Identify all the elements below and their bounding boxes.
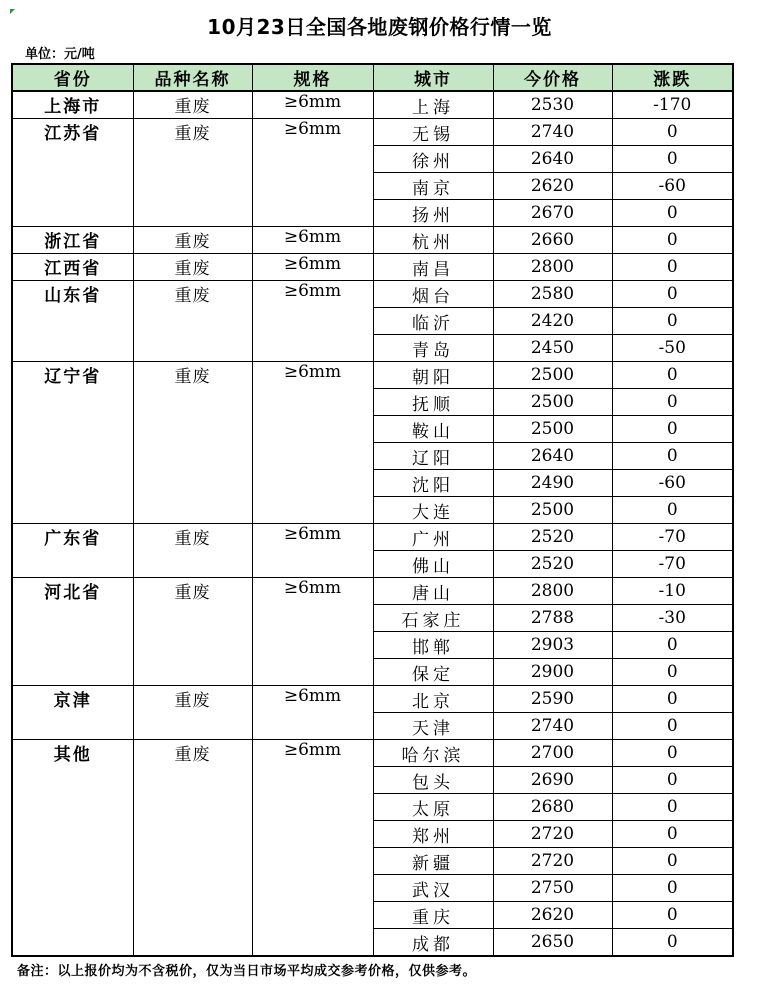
change-cell: 0 xyxy=(612,416,733,443)
footnote: 备注：以上报价均为不含税价，仅为当日市场平均成交参考价格，仅供参考。 xyxy=(17,964,477,979)
price-cell: 2490 xyxy=(493,470,612,497)
city-cell: 扬州 xyxy=(373,200,493,227)
change-cell: 0 xyxy=(612,443,733,470)
price-cell: 2620 xyxy=(493,902,612,929)
spec-cell: ≥6mm xyxy=(252,254,373,281)
change-cell: 0 xyxy=(612,389,733,416)
table-row xyxy=(12,281,733,308)
price-cell: 2650 xyxy=(493,929,612,957)
kind-cell: 重废 xyxy=(133,281,252,362)
city-cell: 临沂 xyxy=(373,308,493,335)
table-row xyxy=(12,254,733,281)
change-cell: 0 xyxy=(612,227,733,254)
change-cell: -60 xyxy=(612,173,733,200)
city-cell: 石家庄 xyxy=(373,605,493,632)
city-cell: 广州 xyxy=(373,524,493,551)
province-cell: 辽宁省 xyxy=(12,362,133,524)
header-kind: 品种名称 xyxy=(133,64,252,91)
header-spec: 规格 xyxy=(252,64,373,91)
price-cell: 2500 xyxy=(493,362,612,389)
city-cell: 辽阳 xyxy=(373,443,493,470)
province-cell: 京津 xyxy=(12,686,133,740)
city-cell: 重庆 xyxy=(373,902,493,929)
header-change: 涨跌 xyxy=(612,64,733,91)
city-cell: 邯郸 xyxy=(373,632,493,659)
header-row xyxy=(12,64,733,91)
kind-cell: 重废 xyxy=(133,740,252,957)
change-cell: -70 xyxy=(612,524,733,551)
kind-cell: 重废 xyxy=(133,686,252,740)
change-cell: 0 xyxy=(612,632,733,659)
city-cell: 哈尔滨 xyxy=(373,740,493,767)
spec-cell: ≥6mm xyxy=(252,524,373,578)
spec-cell: ≥6mm xyxy=(252,740,373,957)
price-cell: 2500 xyxy=(493,497,612,524)
city-cell: 抚顺 xyxy=(373,389,493,416)
table-row xyxy=(12,578,733,605)
kind-cell: 重废 xyxy=(133,227,252,254)
change-cell: 0 xyxy=(612,767,733,794)
province-cell: 江西省 xyxy=(12,254,133,281)
unit-label: 单位：元/吨 xyxy=(25,47,95,62)
price-cell: 2640 xyxy=(493,146,612,173)
price-cell: 2590 xyxy=(493,686,612,713)
province-cell: 浙江省 xyxy=(12,227,133,254)
table-row xyxy=(12,91,733,119)
city-cell: 保定 xyxy=(373,659,493,686)
table-body xyxy=(12,91,733,956)
change-cell: -30 xyxy=(612,605,733,632)
price-cell: 2670 xyxy=(493,200,612,227)
table-row xyxy=(12,524,733,551)
table-row xyxy=(12,227,733,254)
spec-cell: ≥6mm xyxy=(252,227,373,254)
price-cell: 2740 xyxy=(493,119,612,146)
spec-cell: ≥6mm xyxy=(252,281,373,362)
province-cell: 广东省 xyxy=(12,524,133,578)
price-cell: 2530 xyxy=(493,91,612,119)
city-cell: 沈阳 xyxy=(373,470,493,497)
table-row xyxy=(12,740,733,767)
price-cell: 2520 xyxy=(493,551,612,578)
city-cell: 北京 xyxy=(373,686,493,713)
header-province: 省份 xyxy=(12,64,133,91)
change-cell: 0 xyxy=(612,686,733,713)
change-cell: 0 xyxy=(612,497,733,524)
price-cell: 2690 xyxy=(493,767,612,794)
change-cell: 0 xyxy=(612,875,733,902)
city-cell: 唐山 xyxy=(373,578,493,605)
price-cell: 2720 xyxy=(493,848,612,875)
city-cell: 青岛 xyxy=(373,335,493,362)
city-cell: 郑州 xyxy=(373,821,493,848)
change-cell: 0 xyxy=(612,740,733,767)
price-cell: 2700 xyxy=(493,740,612,767)
city-cell: 成都 xyxy=(373,929,493,957)
change-cell: -70 xyxy=(612,551,733,578)
price-cell: 2750 xyxy=(493,875,612,902)
price-cell: 2640 xyxy=(493,443,612,470)
price-cell: 2800 xyxy=(493,254,612,281)
price-cell: 2450 xyxy=(493,335,612,362)
change-cell: 0 xyxy=(612,848,733,875)
change-cell: 0 xyxy=(612,146,733,173)
city-cell: 大连 xyxy=(373,497,493,524)
kind-cell: 重废 xyxy=(133,119,252,227)
change-cell: 0 xyxy=(612,713,733,740)
page-title: 10月23日全国各地废钢价格行情一览 xyxy=(207,15,552,39)
spec-cell: ≥6mm xyxy=(252,91,373,119)
price-cell: 2520 xyxy=(493,524,612,551)
change-cell: -10 xyxy=(612,578,733,605)
city-cell: 新疆 xyxy=(373,848,493,875)
change-cell: 0 xyxy=(612,119,733,146)
header-city: 城市 xyxy=(373,64,493,91)
price-cell: 2903 xyxy=(493,632,612,659)
price-cell: 2680 xyxy=(493,794,612,821)
price-cell: 2900 xyxy=(493,659,612,686)
spec-cell: ≥6mm xyxy=(252,578,373,686)
province-cell: 江苏省 xyxy=(12,119,133,227)
price-cell: 2660 xyxy=(493,227,612,254)
price-cell: 2740 xyxy=(493,713,612,740)
city-cell: 武汉 xyxy=(373,875,493,902)
city-cell: 朝阳 xyxy=(373,362,493,389)
price-cell: 2420 xyxy=(493,308,612,335)
header-price: 今价格 xyxy=(493,64,612,91)
city-cell: 太原 xyxy=(373,794,493,821)
city-cell: 上海 xyxy=(373,91,493,119)
change-cell: -60 xyxy=(612,470,733,497)
table-row xyxy=(12,362,733,389)
table-row xyxy=(12,686,733,713)
change-cell: -170 xyxy=(612,91,733,119)
spec-cell: ≥6mm xyxy=(252,686,373,740)
change-cell: 0 xyxy=(612,200,733,227)
table-row xyxy=(12,119,733,146)
city-cell: 徐州 xyxy=(373,146,493,173)
change-cell: 0 xyxy=(612,929,733,957)
kind-cell: 重废 xyxy=(133,254,252,281)
kind-cell: 重废 xyxy=(133,362,252,524)
province-cell: 河北省 xyxy=(12,578,133,686)
city-cell: 佛山 xyxy=(373,551,493,578)
province-cell: 其他 xyxy=(12,740,133,957)
change-cell: 0 xyxy=(612,659,733,686)
city-cell: 烟台 xyxy=(373,281,493,308)
price-cell: 2580 xyxy=(493,281,612,308)
change-cell: 0 xyxy=(612,902,733,929)
city-cell: 无锡 xyxy=(373,119,493,146)
kind-cell: 重废 xyxy=(133,91,252,119)
spec-cell: ≥6mm xyxy=(252,119,373,227)
change-cell: 0 xyxy=(612,254,733,281)
price-table xyxy=(11,63,734,957)
city-cell: 天津 xyxy=(373,713,493,740)
price-cell: 2720 xyxy=(493,821,612,848)
province-cell: 山东省 xyxy=(12,281,133,362)
price-cell: 2620 xyxy=(493,173,612,200)
province-cell: 上海市 xyxy=(12,91,133,119)
change-cell: 0 xyxy=(612,308,733,335)
city-cell: 南昌 xyxy=(373,254,493,281)
kind-cell: 重废 xyxy=(133,524,252,578)
spec-cell: ≥6mm xyxy=(252,362,373,524)
change-cell: 0 xyxy=(612,362,733,389)
kind-cell: 重废 xyxy=(133,578,252,686)
change-cell: 0 xyxy=(612,794,733,821)
city-cell: 鞍山 xyxy=(373,416,493,443)
price-cell: 2800 xyxy=(493,578,612,605)
city-cell: 杭州 xyxy=(373,227,493,254)
city-cell: 包头 xyxy=(373,767,493,794)
price-cell: 2500 xyxy=(493,389,612,416)
price-cell: 2788 xyxy=(493,605,612,632)
change-cell: 0 xyxy=(612,281,733,308)
change-cell: 0 xyxy=(612,821,733,848)
change-cell: -50 xyxy=(612,335,733,362)
city-cell: 南京 xyxy=(373,173,493,200)
price-cell: 2500 xyxy=(493,416,612,443)
